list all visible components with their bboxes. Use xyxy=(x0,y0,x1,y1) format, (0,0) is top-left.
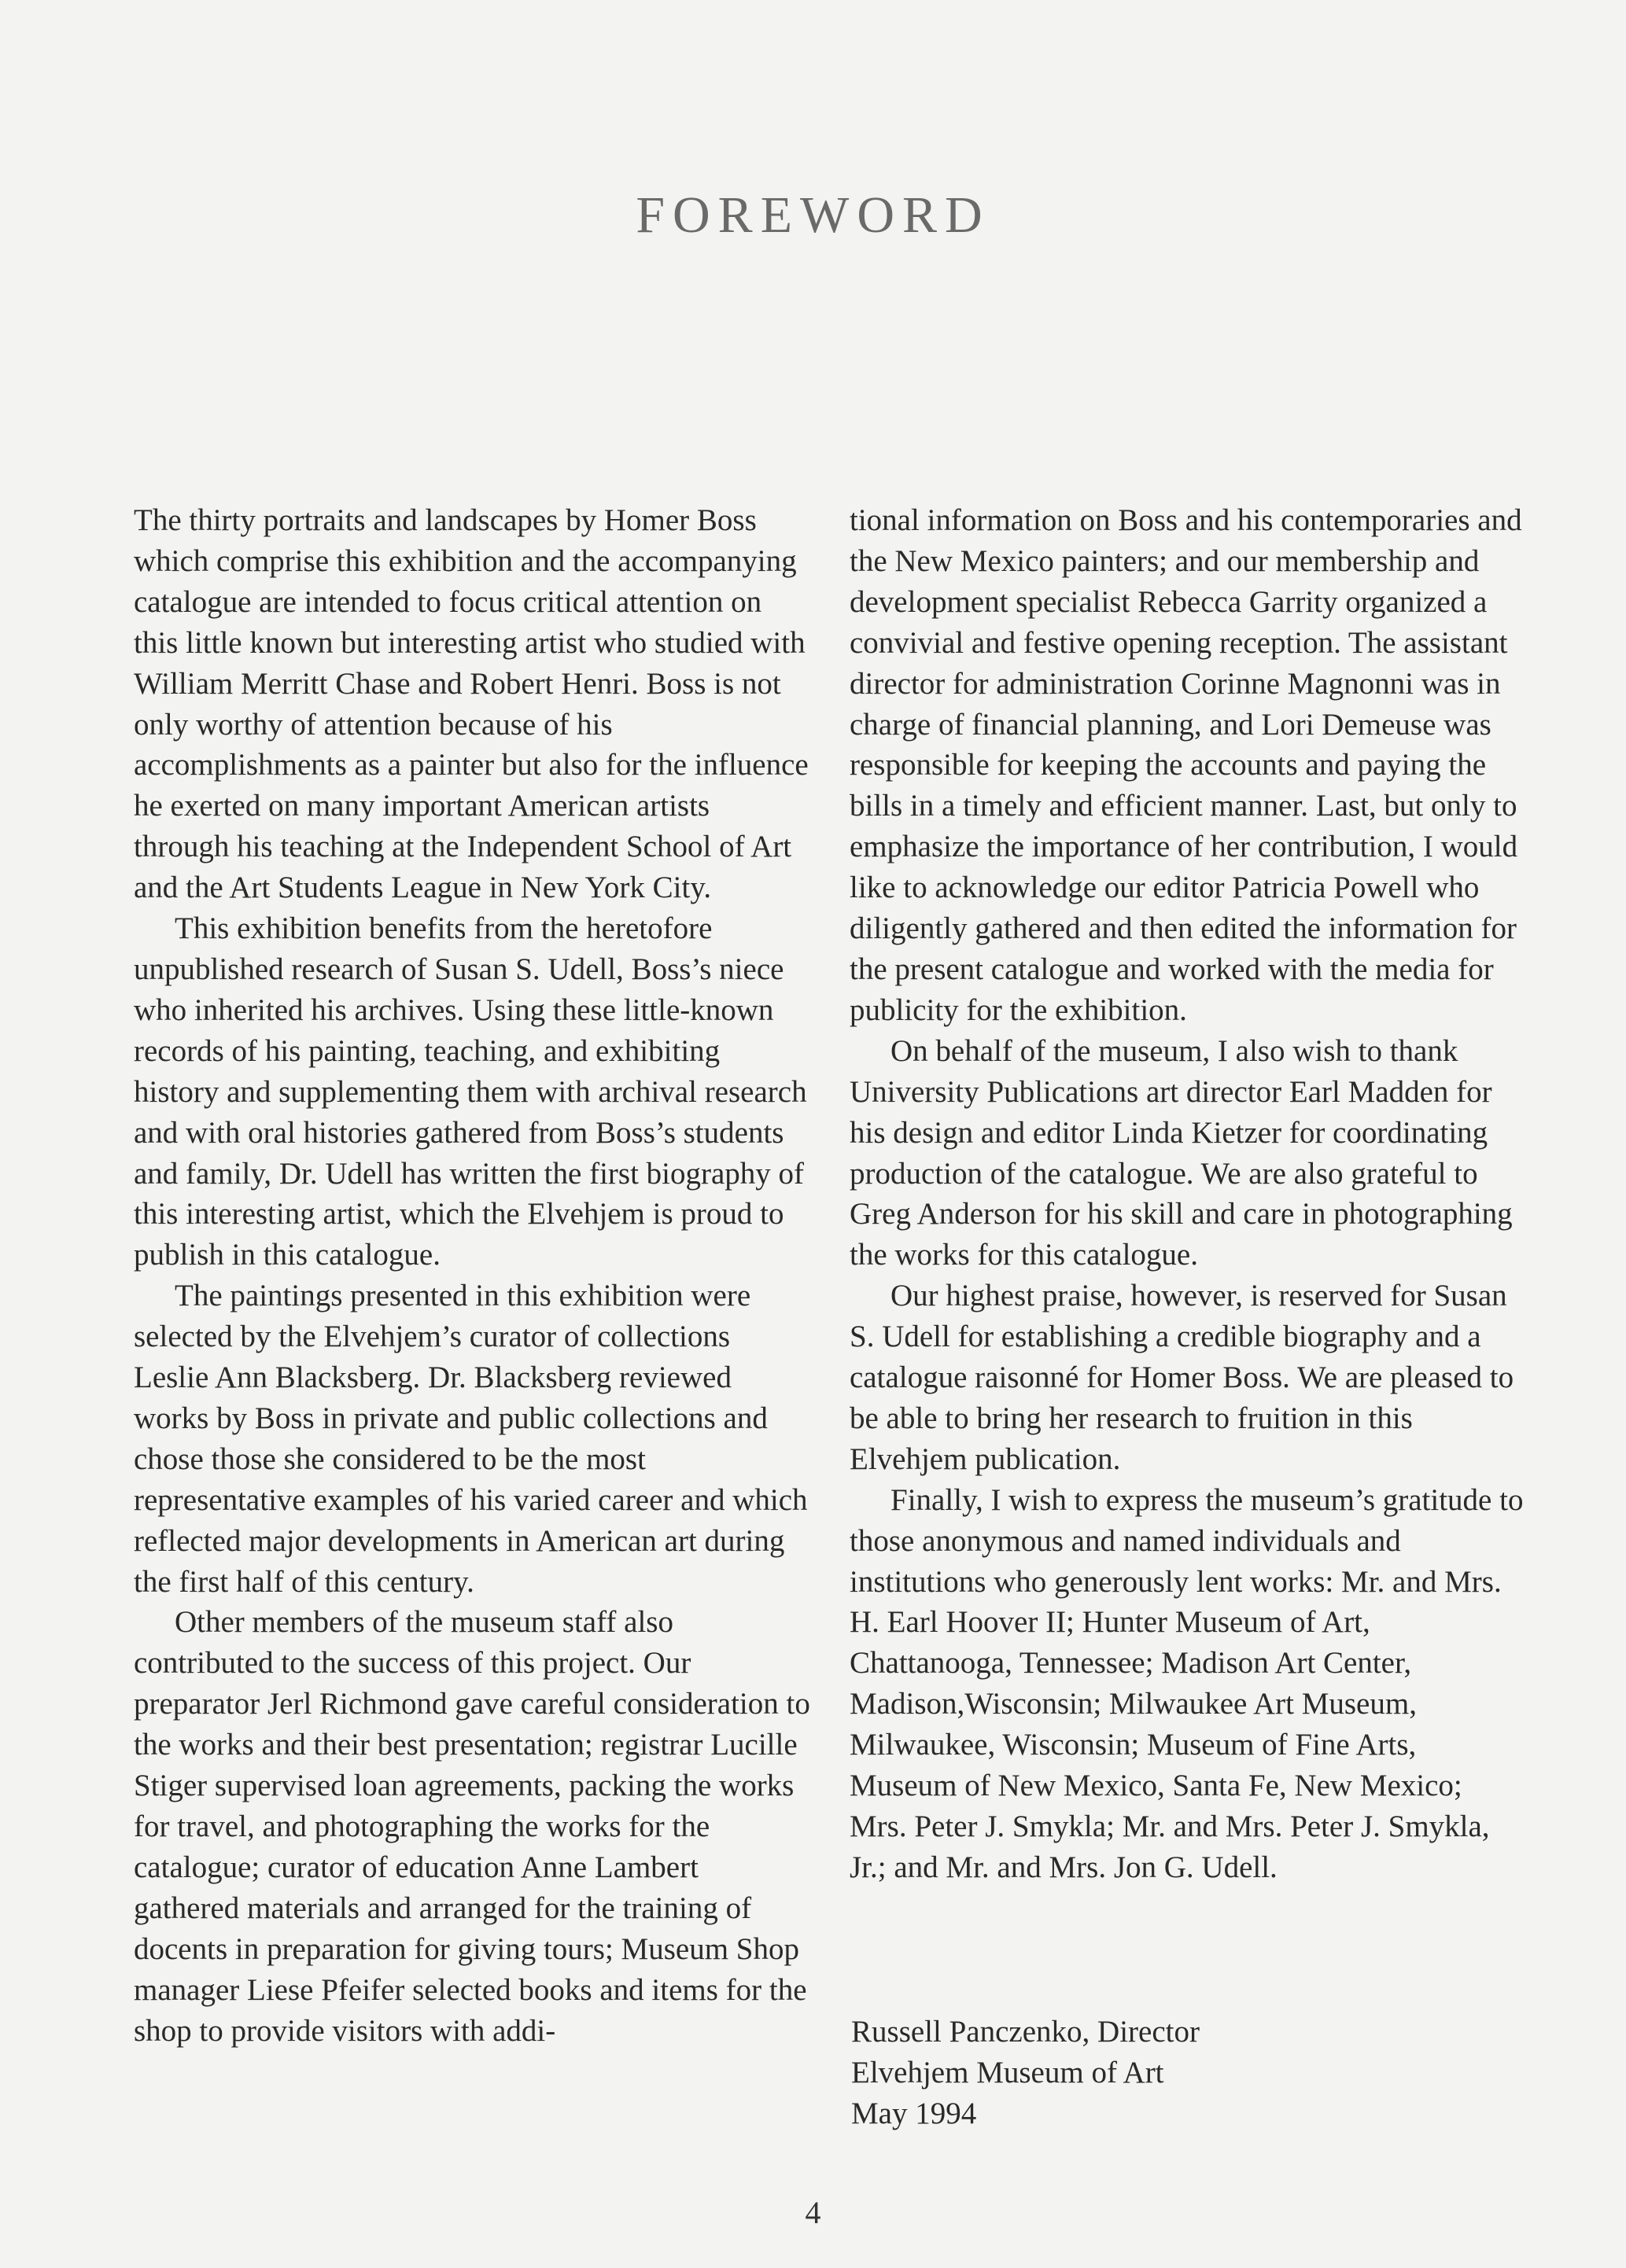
paragraph: On behalf of the museum, I also wish to thank University Publications art director Earl Madden for his design and editor Linda Kietzer for coordinating production of the catalogue. We are also grateful to Greg Anderson for his skill and care in photographing the works for this catalogue. xyxy=(850,1033,1513,1272)
paragraph: Our highest praise, however, is reserved for Susan S. Udell for establishing a credible biography and a catalogue raisonné for Homer Boss. We are pleased to be able to bring her research to fruition in this Elvehjem publication. xyxy=(850,1279,1514,1476)
page-title: FOREWORD xyxy=(636,186,990,244)
paragraph: This exhibition benefits from the heretofore unpublished research of Susan S. Udell, Boss’s niece who inherited his archives. Using these little-known records of his painting, teaching, and exhibiting history and supplementing them with archival research and with oral histories gathered from Boss’s students and family, Dr. Udell has written the first biography of this interesting artist, which the Elvehjem is proud to publish in this catalogue. xyxy=(134,911,807,1272)
right-column xyxy=(850,500,1526,1888)
paragraph: Finally, I wish to express the museum’s gratitude to those anonymous and named individuals and institutions who generously lent works: Mr. and Mrs. H. Earl Hoover II; Hunter Museum of Art, Chattanooga, Tennessee; Madison Art Center, Madison,Wisconsin; Milwaukee Art Museum, Milwaukee, Wisconsin; Museum of Fine Arts, Museum of New Mexico, Santa Fe, New Mexico; Mrs. Peter J. Smykla; Mr. and Mrs. Peter J. Smykla, Jr.; and Mr. and Mrs. Jon G. Udell. xyxy=(850,1482,1524,1884)
signature-institution: Elvehjem Museum of Art xyxy=(851,2056,1164,2089)
page-number: 4 xyxy=(805,2195,821,2230)
signature-block xyxy=(851,2012,1200,2134)
left-column xyxy=(134,500,810,2051)
paragraph: The thirty portraits and landscapes by Homer Boss which comprise this exhibition and the accompanying catalogue are intended to focus critical attention on this little known but interesting artist who studied with William Merritt Chase and Robert Henri. Boss is not only worthy of attention because of his accomplishments as a painter but also for the influence he exerted on many important American artists through his teaching at the Independent School of Art and the Art Students League in New York City. xyxy=(134,503,809,905)
paragraph: tional information on Boss and his contemporaries and the New Mexico painters; and our membership and development specialist Rebecca Garrity organized a convivial and festive opening reception. The assistant director for administration Corinne Magnonni was in charge of financial planning, and Lori Demeuse was responsible for keeping the accounts and paying the bills in a timely and efficient manner. Last, but only to emphasize the importance of her contribution, I would like to acknowledge our editor Patricia Powell who diligently gathered and then edited the information for the present catalogue and worked with the media for publicity for the exhibition. xyxy=(850,503,1522,1027)
signature-name: Russell Panczenko, Director xyxy=(851,2015,1200,2049)
paragraph: The paintings presented in this exhibition were selected by the Elvehjem’s curator of collections Leslie Ann Blacksberg. Dr. Blacksberg reviewed works by Boss in private and public collections and chose those she considered to be the most representative examples of his varied career and which reflected major developments in American art during the first half of this century. xyxy=(134,1279,808,1599)
signature-date: May 1994 xyxy=(851,2097,977,2130)
paragraph: Other members of the museum staff also contributed to the success of this project. Our preparator Jerl Richmond gave careful consideration to the works and their best presentation; registrar Lucille Stiger supervised loan agreements, packing the works for travel, and photographing the works for the catalogue; curator of education Anne Lambert gathered materials and arranged for the training of docents in preparation for giving tours; Museum Shop manager Liese Pfeifer selected books and items for the shop to provide visitors with addi- xyxy=(134,1605,810,2048)
